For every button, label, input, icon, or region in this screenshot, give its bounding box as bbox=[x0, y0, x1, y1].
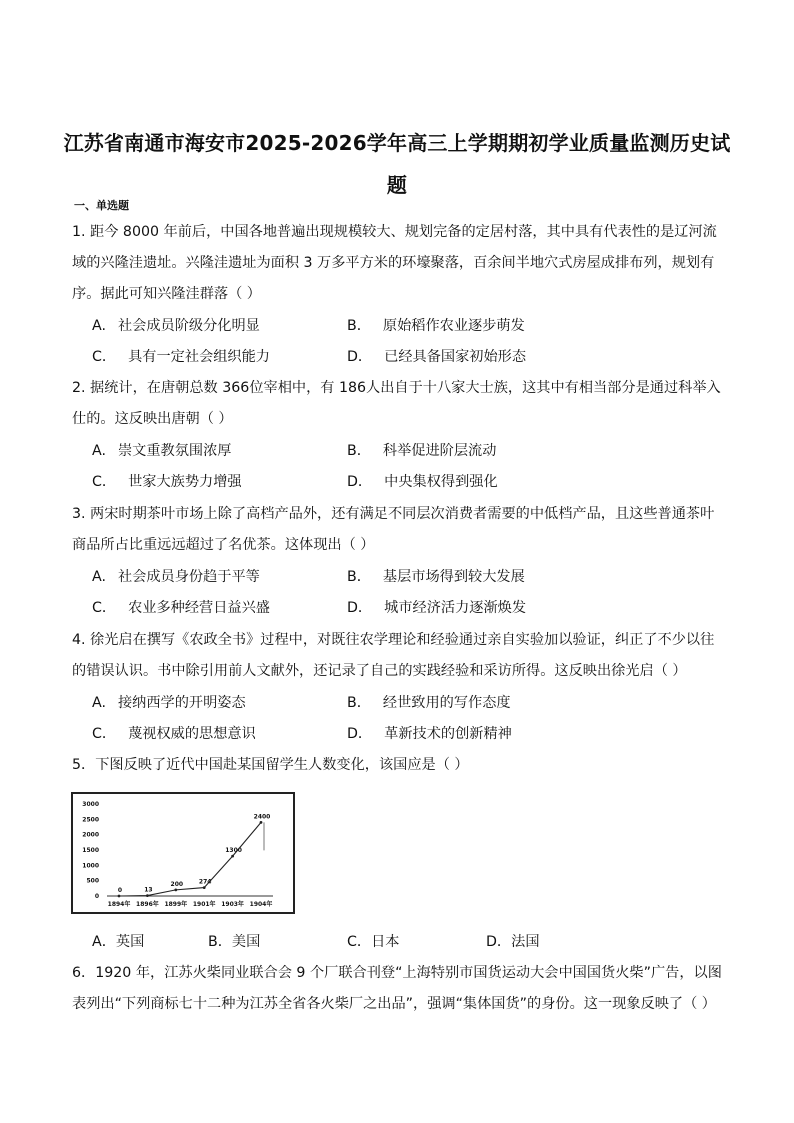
option-a[interactable]: A. 社会成员身份趋于平等 bbox=[92, 569, 260, 585]
question-4-options-row-1 bbox=[92, 688, 732, 719]
option-c[interactable]: C． 农业多种经营日益兴盛 bbox=[92, 600, 270, 616]
x-tick-label: 1899年 bbox=[164, 901, 188, 908]
x-tick-label: 1894年 bbox=[107, 901, 131, 908]
line-chart bbox=[73, 794, 293, 912]
section-heading: 一、单选题 bbox=[74, 199, 129, 212]
option-b[interactable]: B． 原始稻作农业逐步萌发 bbox=[347, 318, 525, 334]
question-5-stem: 5．下图反映了近代中国赴某国留学生人数变化，该国应是（ ） bbox=[72, 757, 469, 773]
question-2-options-row-2 bbox=[92, 467, 732, 498]
y-tick-label: 2000 bbox=[82, 831, 99, 839]
option-c[interactable]: C． 蔑视权威的思想意识 bbox=[92, 726, 256, 742]
data-point bbox=[146, 894, 149, 897]
question-4-stem: 4. 徐光启在撰写《农政全书》过程中，对既往农学理论和经验通过亲自实验加以验证，纠正了不少以往的错误认识。书中除引用前人文献外，还记录了自己的实践经验和采访所得。这反映出徐光启（ ） bbox=[72, 632, 715, 679]
option-d[interactable]: D． 革新技术的创新精神 bbox=[347, 726, 512, 742]
data-label: 1300 bbox=[225, 847, 242, 855]
question-1-options-row-1 bbox=[92, 311, 732, 342]
option-c[interactable]: C． 世家大族势力增强 bbox=[92, 474, 242, 490]
question-5-options-row bbox=[92, 927, 732, 958]
data-point bbox=[118, 895, 121, 898]
option-d[interactable]: D．法国 bbox=[486, 934, 540, 950]
option-b[interactable]: B． 基层市场得到较大发展 bbox=[347, 569, 525, 585]
data-point bbox=[203, 886, 206, 889]
y-tick-label: 3000 bbox=[82, 801, 99, 808]
data-point bbox=[260, 821, 263, 824]
option-d[interactable]: D． 城市经济活力逐渐焕发 bbox=[347, 600, 527, 616]
data-point bbox=[174, 888, 177, 891]
option-d[interactable]: D． 已经具备国家初始形态 bbox=[347, 349, 527, 365]
question-1-stem: 1. 距今 8000 年前后，中国各地普遍出现规模较大、规划完备的定居村落，其中具有代表性的是辽河流域的兴隆洼遗址。兴隆洼遗址为面积 3 万多平方米的环壕聚落，百余间半地穴式房屋成排布列，规划有序。据此可知兴隆洼群落（ ） bbox=[72, 224, 717, 302]
option-b[interactable]: B．美国 bbox=[208, 934, 261, 950]
option-c[interactable]: C．日本 bbox=[347, 934, 400, 950]
question-3-options-row-1 bbox=[92, 562, 732, 593]
student-count-chart bbox=[71, 792, 295, 914]
option-a[interactable]: A．英国 bbox=[92, 934, 145, 950]
question-3-stem: 3. 两宋时期茶叶市场上除了高档产品外，还有满足不同层次消费者需要的中低档产品，且这些普通茶叶商品所占比重远远超过了名优茶。这体现出（ ） bbox=[72, 506, 715, 553]
y-tick-label: 1000 bbox=[82, 862, 99, 870]
option-d[interactable]: D． 中央集权得到强化 bbox=[347, 474, 498, 490]
page-title: 江苏省南通市海安市2025-2026学年高三上学期期初学业质量监测历史试题 bbox=[63, 131, 731, 197]
question-2-stem: 2. 据统计，在唐朝总数 366位宰相中，有 186人出自于十八家大士族，这其中有相当部分是通过科举入仕的。这反映出唐朝（ ） bbox=[72, 380, 721, 427]
x-tick-label: 1904年 bbox=[249, 901, 273, 908]
x-tick-label: 1896年 bbox=[136, 901, 159, 908]
question-2-options-row-1 bbox=[92, 436, 732, 467]
data-label: 13 bbox=[144, 886, 153, 894]
option-c[interactable]: C． 具有一定社会组织能力 bbox=[92, 349, 270, 365]
y-tick-label: 1500 bbox=[82, 847, 99, 854]
y-tick-label: 0 bbox=[94, 893, 99, 900]
data-label: 200 bbox=[170, 880, 184, 888]
option-a[interactable]: A. 崇文重教氛围浓厚 bbox=[92, 443, 232, 459]
question-3-options-row-2 bbox=[92, 593, 732, 624]
y-tick-label: 2500 bbox=[82, 816, 99, 824]
question-6-stem: 6．1920 年，江苏火柴同业联合会 9 个厂联合刊登“上海特别市国货运动大会中国国货火柴”广告，以图表列出“下列商标七十二种为江苏全省各火柴厂之出品”，强调“集体国货”的身份。这一现象反映了（ ） bbox=[72, 965, 722, 1012]
data-label: 0 bbox=[117, 887, 123, 894]
y-tick-label: 500 bbox=[86, 877, 99, 885]
option-b[interactable]: B． 科举促进阶层流动 bbox=[347, 443, 497, 459]
data-label: 2400 bbox=[253, 813, 271, 821]
x-tick-label: 1901年 bbox=[192, 901, 216, 908]
x-tick-label: 1903年 bbox=[221, 901, 244, 908]
option-b[interactable]: B． 经世致用的写作态度 bbox=[347, 695, 511, 711]
option-a[interactable]: A. 接纳西学的开明姿态 bbox=[92, 695, 246, 711]
series-line bbox=[119, 822, 261, 896]
data-label: 274 bbox=[198, 878, 212, 886]
question-1-options-row-2 bbox=[92, 342, 732, 373]
option-a[interactable]: A. 社会成员阶级分化明显 bbox=[92, 318, 260, 334]
data-point bbox=[231, 855, 234, 858]
question-4-options-row-2 bbox=[92, 719, 732, 750]
